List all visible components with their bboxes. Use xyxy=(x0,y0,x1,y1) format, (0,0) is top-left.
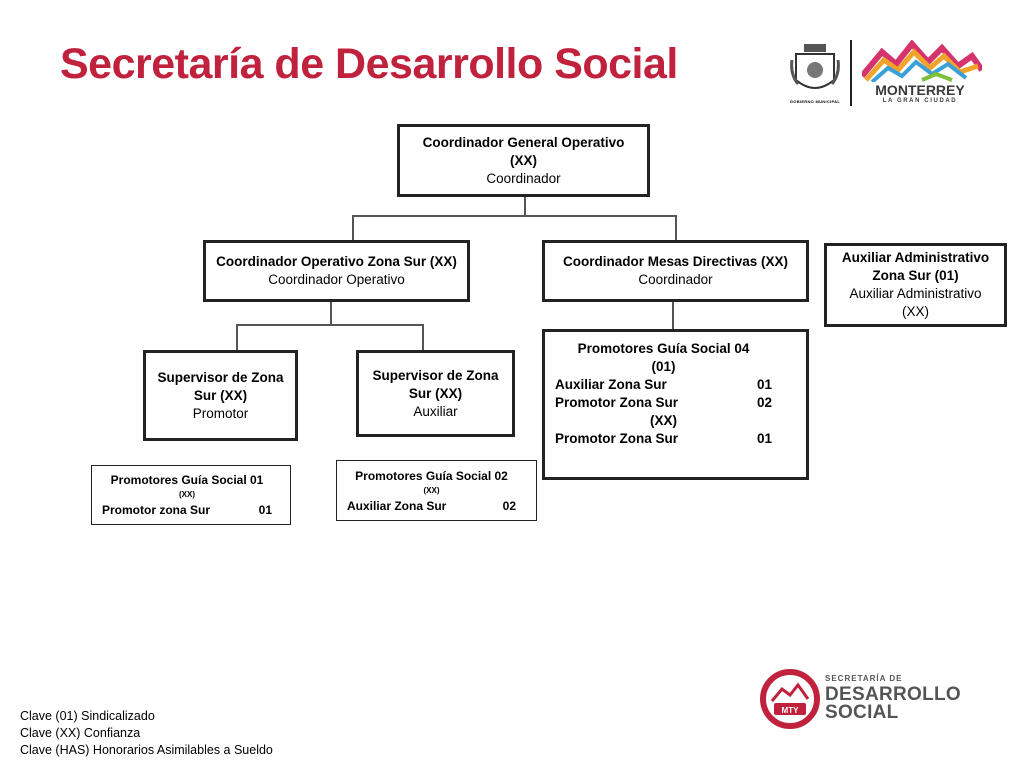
node-title-line1: Supervisor de Zona xyxy=(157,369,284,385)
connector xyxy=(422,324,424,351)
node-role: Auxiliar xyxy=(413,404,458,419)
staff-row xyxy=(555,430,772,448)
connector xyxy=(524,196,526,216)
org-node-supervisor-auxiliar xyxy=(356,350,515,437)
connector xyxy=(330,301,332,325)
logo-divider xyxy=(850,40,852,106)
org-node-coordinador-zona-sur xyxy=(203,240,470,302)
connector xyxy=(352,215,676,217)
staff-count: 01 xyxy=(756,431,772,446)
node-title-line1: Auxiliar Administrativo xyxy=(841,250,990,265)
connector xyxy=(672,301,674,330)
node-role: Coordinador Operativo xyxy=(268,272,405,287)
city-logo-tagline: LA GRAN CIUDAD xyxy=(882,98,958,104)
staff-row xyxy=(102,501,272,519)
staff-label: Promotor Zona Sur xyxy=(555,431,679,446)
connector xyxy=(236,324,238,351)
staff-row xyxy=(347,497,516,515)
org-node-promotores-04 xyxy=(542,329,809,480)
staff-row xyxy=(555,376,772,394)
node-clave: (01) xyxy=(651,359,676,374)
node-role-line1: Auxiliar Administrativo xyxy=(849,286,982,301)
org-node-coordinador-general xyxy=(397,124,650,197)
legend-item: Clave (HAS) Honorarios Asimilables a Sueldo xyxy=(20,743,273,757)
node-clave: (XX) xyxy=(510,152,537,168)
monterrey-mountains-logo-icon xyxy=(862,40,982,82)
node-title: Promotores Guía Social 02 xyxy=(355,468,508,483)
node-title-line2: Sur (XX) xyxy=(408,386,463,401)
node-role: Coordinador xyxy=(486,170,561,186)
badge-text: MTY xyxy=(781,706,799,715)
node-role: Coordinador xyxy=(638,272,713,287)
org-node-supervisor-promotor xyxy=(143,350,298,441)
staff-label: Promotor Zona Sur xyxy=(555,395,679,410)
node-title: Coordinador Operativo Zona Sur (XX) xyxy=(216,254,457,269)
footer-logo-line2: SOCIAL xyxy=(825,702,899,723)
mty-badge-icon xyxy=(760,669,820,729)
org-node-promotores-02 xyxy=(336,460,537,521)
clave-legend xyxy=(20,708,273,759)
node-clave: (XX) xyxy=(650,413,677,428)
node-title: Promotores Guía Social 04 xyxy=(577,341,750,356)
footer-logo-small: SECRETARÍA DE xyxy=(825,674,903,683)
node-title: Coordinador General Operativo xyxy=(422,134,625,150)
node-clave: (XX) xyxy=(179,490,195,499)
municipal-seal-icon xyxy=(790,40,840,98)
city-logo-name: MONTERREY xyxy=(875,82,965,98)
node-clave: (XX) xyxy=(423,485,440,495)
node-role: Promotor xyxy=(192,405,249,421)
legend-item: Clave (01) Sindicalizado xyxy=(20,709,155,723)
node-title-line2: Sur (XX) xyxy=(193,387,248,403)
node-title-line2: Zona Sur (01) xyxy=(872,268,959,283)
node-title-line1: Supervisor de Zona xyxy=(372,368,499,383)
connector xyxy=(675,215,677,241)
org-node-coordinador-mesas xyxy=(542,240,809,302)
staff-label: Auxiliar Zona Sur xyxy=(555,377,667,392)
staff-count: 02 xyxy=(756,395,772,410)
staff-label: Promotor zona Sur xyxy=(102,503,211,517)
node-title: Coordinador Mesas Directivas (XX) xyxy=(562,254,789,269)
footer-logo-line1: DESARROLLO xyxy=(825,684,961,705)
org-node-promotores-01 xyxy=(91,465,291,525)
node-role-line2: (XX) xyxy=(902,304,929,319)
staff-label: Auxiliar Zona Sur xyxy=(347,498,447,513)
staff-count: 01 xyxy=(756,377,772,392)
legend-item: Clave (XX) Confianza xyxy=(20,726,141,740)
connector xyxy=(352,215,354,241)
staff-count: 02 xyxy=(502,498,516,513)
connector xyxy=(236,324,423,326)
org-node-auxiliar-administrativo xyxy=(824,243,1007,327)
staff-count: 01 xyxy=(258,503,272,517)
node-title: Promotores Guía Social 01 xyxy=(110,473,264,487)
page-title: Secretaría de Desarrollo Social xyxy=(60,40,678,88)
seal-caption: GOBIERNO MUNICIPAL xyxy=(789,99,841,104)
staff-row xyxy=(555,394,772,412)
